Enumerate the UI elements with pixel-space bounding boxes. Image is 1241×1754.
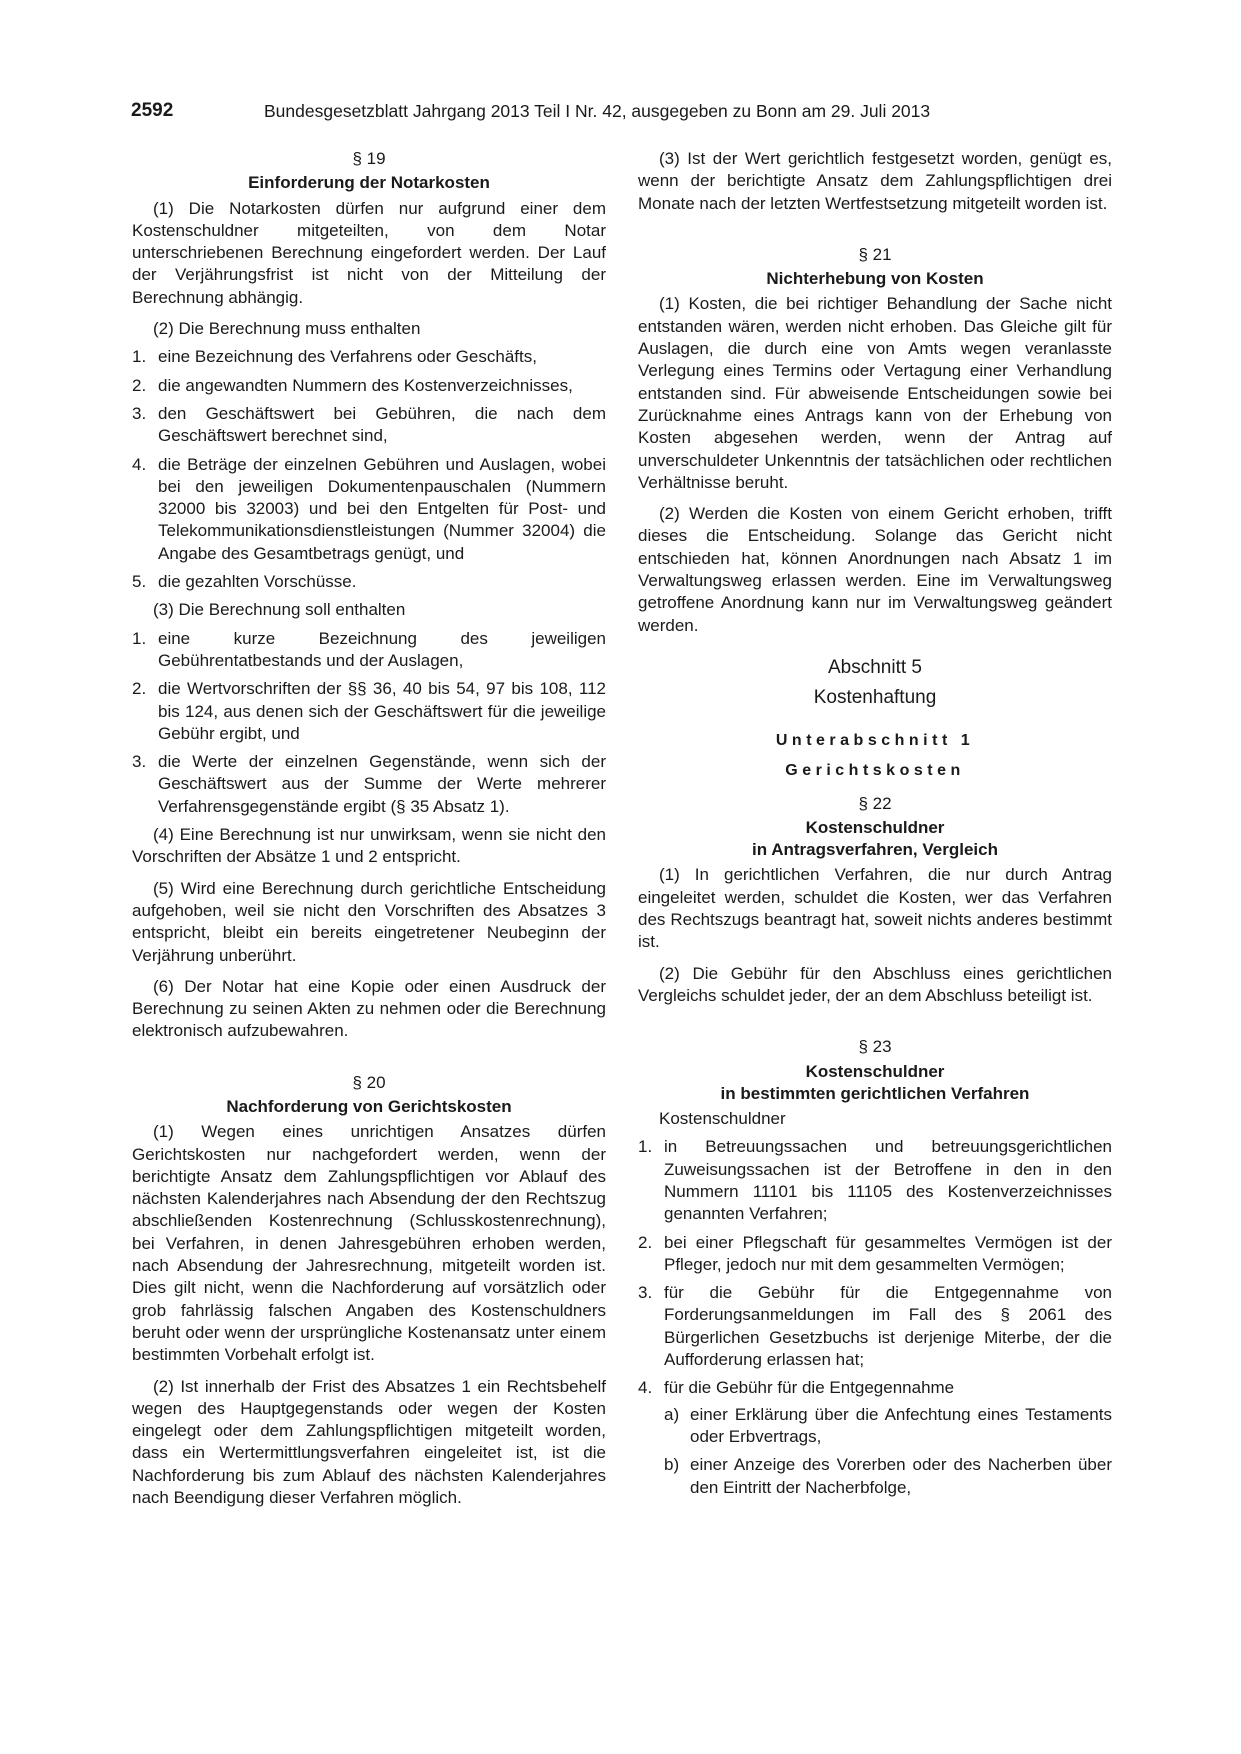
sub-list-item-letter: a): [664, 1404, 680, 1424]
sub-list-item-text: einer Anzeige des Vorerben oder des Nacherben über den Eintritt der Nacherbfolge,: [690, 1455, 1112, 1497]
section-22-paragraph-1: (1) In gerichtlichen Verfahren, die nur durch Antrag eingeleitet werden, schuldet die Kosten, wer das Verfahren des Rechtszugs beantragt hat, soweit nichts anderes bestimmt ist.: [638, 865, 1112, 952]
list-item-text: eine kurze Bezeichnung des jeweiligen Gebührentatbestands und der Auslagen,: [158, 628, 606, 670]
section-19-paragraph-4: (4) Eine Berechnung ist nur unwirksam, wenn sie nicht den Vorschriften der Absätze 1 und 2 entspricht.: [132, 825, 606, 867]
gazette-header-title: Bundesgesetzblatt Jahrgang 2013 Teil I Nr. 42, ausgegeben zu Bonn am 29. Juli 2013: [264, 101, 931, 121]
list-item-text: die angewandten Nummern des Kostenverzeichnisses,: [158, 375, 573, 395]
list-item-number: 1.: [638, 1137, 653, 1157]
list-item: [132, 678, 606, 745]
list-item-text: die Wertvorschriften der §§ 36, 40 bis 54, 97 bis 108, 112 bis 124, aus denen sich der Geschäftswert für die jeweilige Gebühr ergibt, und: [158, 679, 606, 743]
page-header: [131, 100, 1111, 128]
section-23-lead: Kostenschuldner: [659, 1109, 786, 1129]
list-item-text: die Werte der einzelnen Gegenstände, wenn sich der Geschäftswert aus der Summe der Werte mehrerer Verfahrensgegenstände ergibt (§ 35 Absatz 1).: [158, 752, 606, 816]
sub-list-item: [664, 1404, 1112, 1449]
list-item-number: 3.: [132, 403, 147, 423]
list-item-text: für die Gebühr für die Entgegennahme von Forderungsanmeldungen im Fall des § 2061 des Bürgerlichen Gesetzbuchs ist derjenige Miterbe, der die Aufforderung erlassen hat;: [664, 1283, 1112, 1370]
section-21-paragraph-1: (1) Kosten, die bei richtiger Behandlung der Sache nicht entstanden wären, werden nicht erhoben. Das Gleiche gilt für Auslagen, die durch eine von Amts wegen veranlasste Verlegung eines Termins oder Vertagung einer Verhandlung entstanden sind. Für abweisende Entscheidungen sowie bei Zurücknahme eines Antrags kann von der Erhebung von Kosten abgesehen werden, wenn der Antrag auf unverschuldeter Unkenntnis der tatsächlichen oder rechtlichen Verhältnisse beruht.: [638, 294, 1112, 492]
section-19-paragraph-2-lead: (2) Die Berechnung muss enthalten: [153, 319, 421, 339]
list-item: [132, 375, 606, 397]
section-20-paragraph-2: (2) Ist innerhalb der Frist des Absatzes 1 ein Rechtsbehelf wegen des Hauptgegenstands oder wegen der Kosten eingelegt oder dem Zahlungspflichtigen mitgeteilt worden, dass ein Wertermittlungsverfahren eingeleitet ist, ist die Nachforderung bis zum Ablauf des nächsten Kalenderjahres nach Beendigung dieser Verfahren möglich.: [132, 1376, 606, 1508]
list-item-number: 1.: [132, 347, 147, 367]
list-item-number: 2.: [638, 1232, 653, 1252]
section-20-paragraph-1: (1) Wegen eines unrichtigen Ansatzes dürfen Gerichtskosten nur nachgefordert werden, wenn der berichtigte Ansatz dem Zahlungspflichtigen vor Ablauf des nächsten Kalenderjahres nach Absendung der den Rechtszug abschließenden Kostenrechnung (Schlusskostenrechnung), bei Verfahren, in denen Jahresgebühren erhoben werden, nach Absendung der Jahresrechnung, mitgeteilt worden ist. Dies gilt nicht, wenn die Nachforderung auf vorsätzlich oder grob fahrlässig falschen Angaben des Kostenschuldners beruht oder wenn der ursprüngliche Kostenansatz unter einem bestimmten Vorbehalt erfolgt ist.: [132, 1122, 606, 1365]
sub-list-item-letter: b): [664, 1455, 680, 1475]
section-20-sign: § 20: [352, 1072, 386, 1092]
list-item: [132, 628, 606, 673]
list-item-number: 3.: [638, 1283, 653, 1303]
list-item-text: den Geschäftswert bei Gebühren, die nach dem Geschäftswert berechnet sind,: [158, 403, 606, 446]
section-23-sub-list: [638, 1404, 1112, 1505]
subchapter-label: Unterabschnitt 1: [775, 731, 975, 749]
list-item-text: für die Gebühr für die Entgegennahme: [664, 1378, 955, 1398]
list-item-number: 2.: [132, 679, 147, 699]
list-item: [132, 346, 606, 368]
list-item-number: 4.: [638, 1378, 653, 1398]
section-23-sign: § 23: [858, 1037, 892, 1057]
list-item-number: 2.: [132, 375, 147, 395]
chapter-label: Abschnitt 5: [828, 656, 922, 678]
section-19-paragraph-3-lead: (3) Die Berechnung soll enthalten: [153, 600, 406, 620]
list-item-text: eine Bezeichnung des Verfahrens oder Geschäfts,: [158, 347, 537, 367]
section-23-title-line-1: Kostenschuldner: [805, 1061, 945, 1081]
list-item: [638, 1282, 1112, 1371]
section-22-sign: § 22: [858, 793, 892, 813]
section-19-paragraph-6: (6) Der Notar hat eine Kopie oder einen Ausdruck der Berechnung zu seinen Akten zu nehmen oder die Berechnung elektronisch aufzubewahren.: [132, 976, 606, 1041]
list-item-text: bei einer Pflegschaft für gesammeltes Vermögen ist der Pfleger, jedoch nur mit dem gesammelten Vermögen;: [664, 1232, 1112, 1274]
section-19-sign: § 19: [352, 149, 386, 168]
list-item-text: in Betreuungssachen und betreuungsgerichtlichen Zuweisungssachen ist der Betroffene in den in den Nummern 11101 bis 11105 des Kostenverzeichnisses genannten Verfahren;: [664, 1137, 1112, 1224]
list-item-number: 3.: [132, 752, 147, 772]
left-column: [132, 148, 606, 1518]
section-21-title: Nichterhebung von Kosten: [766, 269, 984, 289]
sub-list-item-text: einer Erklärung über die Anfechtung eines Testaments oder Erbvertrags,: [690, 1404, 1112, 1446]
section-19-paragraph-1: (1) Die Notarkosten dürfen nur aufgrund einer dem Kostenschuldner mitgeteilten, von dem Notar unterschriebenen Berechnung eingefordert werden. Der Lauf der Verjährungsfrist ist nicht von der Mitteilung der Berechnung abhängig.: [132, 198, 606, 307]
subchapter-title: Gerichtskosten: [785, 762, 965, 780]
page-number: 2592: [131, 100, 174, 121]
section-22-title-line-1: Kostenschuldner: [805, 817, 945, 837]
right-column: [638, 148, 1112, 1511]
section-19-title: Einforderung der Notarkosten: [248, 173, 490, 193]
list-item: [132, 403, 606, 448]
list-item: [132, 571, 606, 593]
list-item: [132, 751, 606, 818]
section-20-title: Nachforderung von Gerichtskosten: [226, 1096, 512, 1116]
list-item-number: 4.: [132, 454, 147, 474]
section-19-paragraph-2-list: [132, 346, 606, 593]
list-item-text: die Beträge der einzelnen Gebühren und Auslagen, wobei bei den jeweiligen Dokumentenpauschalen (Nummern 32000 bis 32003) und bei den Entgelten für Post- und Telekommunikationsdienstleistungen (Nummer 32004) die Angabe des Gesamtbetrags genügt, und: [158, 454, 606, 563]
sub-list-item: [664, 1454, 1112, 1499]
chapter-title: Kostenhaftung: [813, 686, 937, 708]
list-item: [132, 454, 606, 565]
list-item: [638, 1377, 1112, 1504]
list-item-text: die gezahlten Vorschüsse.: [158, 572, 357, 592]
section-23-title-line-2: in bestimmten gerichtlichen Verfahren: [720, 1083, 1030, 1103]
section-19-paragraph-5: (5) Wird eine Berechnung durch gerichtliche Entscheidung aufgehoben, weil sie nicht den Vorschriften des Absatzes 3 entspricht, bleibt ein bereits eingetretener Neubeginn der Verjährung unberührt.: [132, 878, 606, 965]
list-item-number: 1.: [132, 628, 147, 648]
list-item: [638, 1232, 1112, 1277]
section-20-paragraph-3: (3) Ist der Wert gerichtlich festgesetzt worden, genügt es, wenn der berichtigte Ansatz dem Zahlungspflichtigen drei Monate nach der letzten Wertfestsetzung mitgeteilt worden ist.: [638, 149, 1112, 213]
section-21-sign: § 21: [858, 244, 892, 264]
section-21-paragraph-2: (2) Werden die Kosten von einem Gericht erhoben, trifft dieses die Entscheidung. Solange das Gericht nicht entschieden hat, können Anordnungen nach Absatz 1 im Verwaltungsweg erlassen werden. Eine im Verwaltungsweg getroffene Anordnung kann nur im Verwaltungsweg geändert werden.: [638, 504, 1112, 635]
list-item-number: 5.: [132, 572, 147, 592]
list-item: [638, 1136, 1112, 1225]
section-19-paragraph-3-list: [132, 628, 606, 818]
section-23-list: [638, 1136, 1112, 1504]
section-22-title-line-2: in Antragsverfahren, Vergleich: [752, 840, 998, 860]
section-22-paragraph-2: (2) Die Gebühr für den Abschluss eines gerichtlichen Vergleichs schuldet jeder, der an dem Abschluss beteiligt ist.: [638, 963, 1112, 1005]
